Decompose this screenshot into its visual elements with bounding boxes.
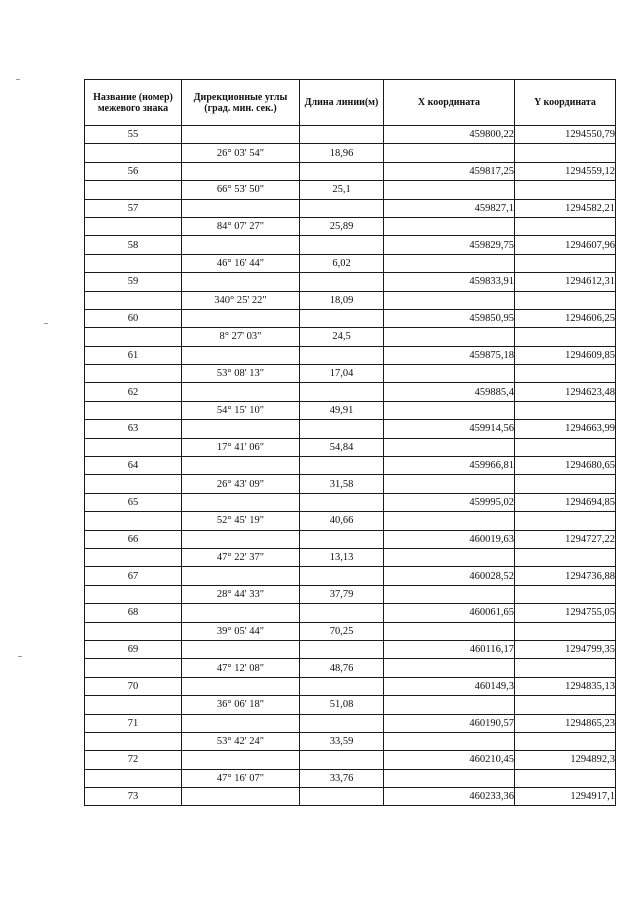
y-coordinate-cell xyxy=(515,548,616,566)
y-coordinate-cell xyxy=(515,254,616,272)
bearing-cell: 26° 03' 54" xyxy=(182,144,300,162)
header-length: Длина линии(м) xyxy=(300,80,384,126)
y-coordinate-cell xyxy=(515,438,616,456)
marker-name-cell xyxy=(85,659,182,677)
table-row xyxy=(85,475,616,493)
y-coordinate-cell: 1294623,48 xyxy=(515,383,616,401)
bearing-cell xyxy=(182,530,300,548)
y-coordinate-cell: 1294550,79 xyxy=(515,126,616,144)
y-coordinate-cell xyxy=(515,401,616,419)
table-row xyxy=(85,732,616,750)
bearing-cell xyxy=(182,383,300,401)
y-coordinate-cell xyxy=(515,512,616,530)
marker-name-cell xyxy=(85,401,182,419)
y-coordinate-cell xyxy=(515,144,616,162)
table-row xyxy=(85,604,616,622)
bearing-cell: 84° 07' 27" xyxy=(182,217,300,235)
y-coordinate-cell xyxy=(515,217,616,235)
coordinates-table xyxy=(84,79,616,806)
x-coordinate-cell: 460233,36 xyxy=(384,788,515,806)
length-cell: 6,02 xyxy=(300,254,384,272)
bearing-cell: 28° 44' 33" xyxy=(182,585,300,603)
table-body xyxy=(85,126,616,806)
length-cell: 18,96 xyxy=(300,144,384,162)
marker-name-cell xyxy=(85,732,182,750)
length-cell: 13,13 xyxy=(300,548,384,566)
x-coordinate-cell: 459850,95 xyxy=(384,309,515,327)
x-coordinate-cell: 459829,75 xyxy=(384,236,515,254)
marker-name-cell: 56 xyxy=(85,162,182,180)
bearing-cell xyxy=(182,273,300,291)
bearing-cell xyxy=(182,714,300,732)
length-cell xyxy=(300,604,384,622)
marker-name-cell: 66 xyxy=(85,530,182,548)
x-coordinate-cell xyxy=(384,217,515,235)
length-cell: 25,1 xyxy=(300,181,384,199)
length-cell xyxy=(300,714,384,732)
length-cell: 24,5 xyxy=(300,328,384,346)
table-row xyxy=(85,769,616,787)
header-y: Y координата xyxy=(515,80,616,126)
bearing-cell xyxy=(182,199,300,217)
y-coordinate-cell: 1294606,25 xyxy=(515,309,616,327)
y-coordinate-cell xyxy=(515,769,616,787)
marker-name-cell xyxy=(85,475,182,493)
table-row xyxy=(85,457,616,475)
y-coordinate-cell: 1294917,1 xyxy=(515,788,616,806)
marker-name-cell: 55 xyxy=(85,126,182,144)
marker-name-cell: 73 xyxy=(85,788,182,806)
table-row xyxy=(85,420,616,438)
table-row xyxy=(85,438,616,456)
marker-name-cell xyxy=(85,512,182,530)
marker-name-cell xyxy=(85,585,182,603)
marker-name-cell xyxy=(85,622,182,640)
y-coordinate-cell xyxy=(515,696,616,714)
table-row xyxy=(85,659,616,677)
bearing-cell xyxy=(182,567,300,585)
table-row xyxy=(85,126,616,144)
x-coordinate-cell xyxy=(384,181,515,199)
marker-name-cell: 70 xyxy=(85,677,182,695)
bearing-cell xyxy=(182,751,300,769)
y-coordinate-cell xyxy=(515,585,616,603)
bearing-cell xyxy=(182,677,300,695)
y-coordinate-cell xyxy=(515,475,616,493)
y-coordinate-cell: 1294799,35 xyxy=(515,640,616,658)
length-cell: 25,89 xyxy=(300,217,384,235)
bearing-cell: 47° 12' 08" xyxy=(182,659,300,677)
bearing-cell: 8° 27' 03" xyxy=(182,328,300,346)
bearing-cell: 47° 22' 37" xyxy=(182,548,300,566)
bearing-cell: 52° 45' 19" xyxy=(182,512,300,530)
x-coordinate-cell xyxy=(384,659,515,677)
y-coordinate-cell: 1294694,85 xyxy=(515,493,616,511)
length-cell xyxy=(300,530,384,548)
x-coordinate-cell xyxy=(384,696,515,714)
y-coordinate-cell: 1294663,99 xyxy=(515,420,616,438)
length-cell: 31,58 xyxy=(300,475,384,493)
header-name: Название (номер) межевого знака xyxy=(85,80,182,126)
table-row xyxy=(85,273,616,291)
length-cell xyxy=(300,640,384,658)
table-row xyxy=(85,788,616,806)
marker-name-cell xyxy=(85,769,182,787)
table-row xyxy=(85,162,616,180)
table-row xyxy=(85,291,616,309)
marker-name-cell: 57 xyxy=(85,199,182,217)
header-angle: Дирекционные углы (град. мин. сек.) xyxy=(182,80,300,126)
table-header-row xyxy=(85,80,616,126)
y-coordinate-cell: 1294609,85 xyxy=(515,346,616,364)
marker-name-cell: 71 xyxy=(85,714,182,732)
length-cell xyxy=(300,236,384,254)
bearing-cell xyxy=(182,788,300,806)
marker-name-cell: 69 xyxy=(85,640,182,658)
table-row xyxy=(85,401,616,419)
y-coordinate-cell: 1294607,96 xyxy=(515,236,616,254)
bearing-cell: 17° 41' 06" xyxy=(182,438,300,456)
marker-name-cell: 60 xyxy=(85,309,182,327)
table-row xyxy=(85,181,616,199)
x-coordinate-cell: 459817,25 xyxy=(384,162,515,180)
y-coordinate-cell: 1294892,3 xyxy=(515,751,616,769)
x-coordinate-cell xyxy=(384,622,515,640)
marker-name-cell xyxy=(85,181,182,199)
bearing-cell: 53° 08' 13" xyxy=(182,365,300,383)
table-row xyxy=(85,199,616,217)
length-cell xyxy=(300,567,384,585)
x-coordinate-cell: 459833,91 xyxy=(384,273,515,291)
table-row xyxy=(85,365,616,383)
length-cell xyxy=(300,162,384,180)
y-coordinate-cell: 1294680,65 xyxy=(515,457,616,475)
x-coordinate-cell xyxy=(384,438,515,456)
table-row xyxy=(85,548,616,566)
bearing-cell xyxy=(182,309,300,327)
length-cell xyxy=(300,126,384,144)
y-coordinate-cell: 1294865,23 xyxy=(515,714,616,732)
x-coordinate-cell: 460190,57 xyxy=(384,714,515,732)
table-row xyxy=(85,751,616,769)
marker-name-cell: 58 xyxy=(85,236,182,254)
table-row xyxy=(85,640,616,658)
table-row xyxy=(85,622,616,640)
x-coordinate-cell: 459966,81 xyxy=(384,457,515,475)
y-coordinate-cell xyxy=(515,365,616,383)
length-cell: 37,79 xyxy=(300,585,384,603)
table-row xyxy=(85,346,616,364)
bearing-cell xyxy=(182,346,300,364)
length-cell: 18,09 xyxy=(300,291,384,309)
length-cell xyxy=(300,420,384,438)
bearing-cell: 53° 42' 24" xyxy=(182,732,300,750)
x-coordinate-cell: 459914,56 xyxy=(384,420,515,438)
table-row xyxy=(85,677,616,695)
y-coordinate-cell: 1294727,22 xyxy=(515,530,616,548)
marker-name-cell xyxy=(85,144,182,162)
bearing-cell: 47° 16' 07" xyxy=(182,769,300,787)
length-cell xyxy=(300,346,384,364)
y-coordinate-cell: 1294559,12 xyxy=(515,162,616,180)
bearing-cell: 54° 15' 10" xyxy=(182,401,300,419)
length-cell xyxy=(300,677,384,695)
length-cell xyxy=(300,457,384,475)
table-row xyxy=(85,696,616,714)
x-coordinate-cell xyxy=(384,585,515,603)
table-row xyxy=(85,585,616,603)
x-coordinate-cell xyxy=(384,291,515,309)
y-coordinate-cell xyxy=(515,622,616,640)
marker-name-cell xyxy=(85,254,182,272)
x-coordinate-cell: 459875,18 xyxy=(384,346,515,364)
marker-name-cell: 65 xyxy=(85,493,182,511)
marker-name-cell xyxy=(85,328,182,346)
marker-name-cell: 63 xyxy=(85,420,182,438)
bearing-cell: 66° 53' 50" xyxy=(182,181,300,199)
length-cell: 49,91 xyxy=(300,401,384,419)
x-coordinate-cell: 460116,17 xyxy=(384,640,515,658)
x-coordinate-cell: 460028,52 xyxy=(384,567,515,585)
scan-speck xyxy=(44,323,48,324)
y-coordinate-cell: 1294582,21 xyxy=(515,199,616,217)
table-row xyxy=(85,254,616,272)
marker-name-cell xyxy=(85,365,182,383)
bearing-cell xyxy=(182,640,300,658)
x-coordinate-cell: 460149,3 xyxy=(384,677,515,695)
x-coordinate-cell xyxy=(384,254,515,272)
marker-name-cell: 61 xyxy=(85,346,182,364)
length-cell xyxy=(300,309,384,327)
marker-name-cell xyxy=(85,217,182,235)
length-cell: 48,76 xyxy=(300,659,384,677)
length-cell xyxy=(300,788,384,806)
x-coordinate-cell: 459885,4 xyxy=(384,383,515,401)
x-coordinate-cell: 460210,45 xyxy=(384,751,515,769)
bearing-cell: 39° 05' 44" xyxy=(182,622,300,640)
x-coordinate-cell: 460019,63 xyxy=(384,530,515,548)
marker-name-cell: 68 xyxy=(85,604,182,622)
bearing-cell xyxy=(182,457,300,475)
y-coordinate-cell xyxy=(515,732,616,750)
marker-name-cell: 72 xyxy=(85,751,182,769)
length-cell xyxy=(300,199,384,217)
table-row xyxy=(85,383,616,401)
bearing-cell xyxy=(182,604,300,622)
length-cell: 40,66 xyxy=(300,512,384,530)
table-row xyxy=(85,144,616,162)
x-coordinate-cell xyxy=(384,475,515,493)
scan-speck xyxy=(18,656,22,657)
x-coordinate-cell: 459800,22 xyxy=(384,126,515,144)
marker-name-cell xyxy=(85,696,182,714)
table-row xyxy=(85,309,616,327)
bearing-cell: 340° 25' 22" xyxy=(182,291,300,309)
y-coordinate-cell xyxy=(515,291,616,309)
marker-name-cell: 59 xyxy=(85,273,182,291)
length-cell: 70,25 xyxy=(300,622,384,640)
x-coordinate-cell xyxy=(384,548,515,566)
x-coordinate-cell xyxy=(384,512,515,530)
table-row xyxy=(85,236,616,254)
length-cell: 33,76 xyxy=(300,769,384,787)
length-cell xyxy=(300,383,384,401)
length-cell: 33,59 xyxy=(300,732,384,750)
bearing-cell xyxy=(182,493,300,511)
header-x: X координата xyxy=(384,80,515,126)
x-coordinate-cell: 459827,1 xyxy=(384,199,515,217)
table-row xyxy=(85,567,616,585)
x-coordinate-cell xyxy=(384,732,515,750)
table-row xyxy=(85,714,616,732)
x-coordinate-cell xyxy=(384,769,515,787)
bearing-cell xyxy=(182,126,300,144)
marker-name-cell xyxy=(85,438,182,456)
y-coordinate-cell: 1294835,13 xyxy=(515,677,616,695)
length-cell: 51,08 xyxy=(300,696,384,714)
y-coordinate-cell xyxy=(515,328,616,346)
x-coordinate-cell xyxy=(384,144,515,162)
y-coordinate-cell: 1294612,31 xyxy=(515,273,616,291)
bearing-cell: 26° 43' 09" xyxy=(182,475,300,493)
scan-speck xyxy=(16,79,20,80)
table-row xyxy=(85,512,616,530)
x-coordinate-cell: 460061,65 xyxy=(384,604,515,622)
marker-name-cell xyxy=(85,548,182,566)
y-coordinate-cell: 1294736,88 xyxy=(515,567,616,585)
table-row xyxy=(85,217,616,235)
y-coordinate-cell xyxy=(515,181,616,199)
marker-name-cell xyxy=(85,291,182,309)
table-row xyxy=(85,328,616,346)
table-row xyxy=(85,530,616,548)
table-row xyxy=(85,493,616,511)
x-coordinate-cell xyxy=(384,328,515,346)
y-coordinate-cell: 1294755,05 xyxy=(515,604,616,622)
marker-name-cell: 67 xyxy=(85,567,182,585)
bearing-cell: 36° 06' 18" xyxy=(182,696,300,714)
marker-name-cell: 64 xyxy=(85,457,182,475)
marker-name-cell: 62 xyxy=(85,383,182,401)
x-coordinate-cell xyxy=(384,365,515,383)
x-coordinate-cell xyxy=(384,401,515,419)
y-coordinate-cell xyxy=(515,659,616,677)
length-cell xyxy=(300,493,384,511)
bearing-cell xyxy=(182,162,300,180)
length-cell xyxy=(300,751,384,769)
length-cell: 17,04 xyxy=(300,365,384,383)
x-coordinate-cell: 459995,02 xyxy=(384,493,515,511)
bearing-cell xyxy=(182,236,300,254)
bearing-cell: 46° 16' 44" xyxy=(182,254,300,272)
length-cell xyxy=(300,273,384,291)
length-cell: 54,84 xyxy=(300,438,384,456)
bearing-cell xyxy=(182,420,300,438)
